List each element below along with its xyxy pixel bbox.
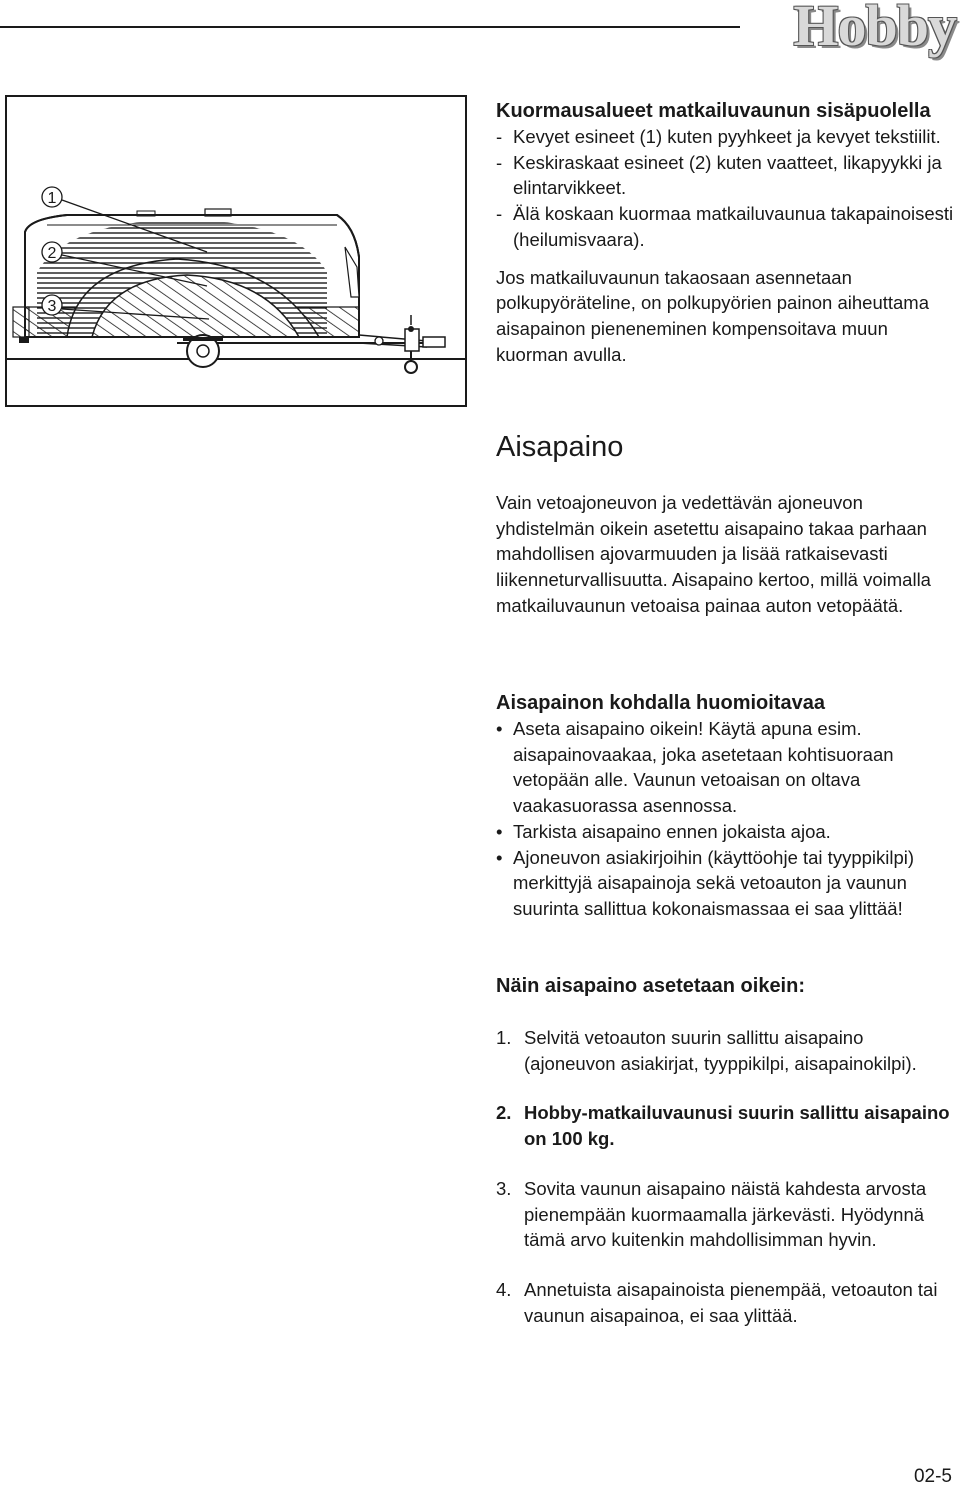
bike-rack-note: Jos matkailuvaunun takaosaan asennetaan polkupyöräteline, on polkupyörien painon aiheuttama aisapainon pieneneminen kompensoitava muun kuorman avulla. <box>496 266 929 365</box>
aisapaino-intro: Vain vetoajoneuvon ja vedettävän ajoneuvon yhdistelmän oikein asetettu aisapaino takaa parhaan mahdollisen ajovarmuuden ja lisää ratkaisevasti liikenneturvallisuutta. Aisapaino kertoo, millä voimalla matkailuvaunun vetoaisa painaa auton vetopäätä. <box>496 492 931 616</box>
aisapaino-heading: Aisapaino <box>496 431 624 463</box>
list-item: • Aseta aisapaino oikein! Käytä apuna esim. aisapainovaakaa, joka asetetaan kohtisuoraan vetopään alle. Vaunun vetoaisan on oltava vaakasuorassa asennossa. <box>496 718 894 817</box>
howto-title: Näin aisapaino asetetaan oikein: <box>496 975 805 997</box>
rear-bumper <box>19 337 29 343</box>
load-zones-list <box>496 124 956 253</box>
step-item: 4. Annetuista aisapainoista pienempää, vetoauton tai vaunun aisapainoa, ei saa ylittää. <box>496 1278 938 1326</box>
list-item: • Tarkista aisapaino ennen jokaista ajoa. <box>496 820 831 842</box>
load-zones-title: Kuormausalueet matkailuvaunun sisäpuolella <box>496 100 931 122</box>
list-item: - Keskiraskaat esineet (2) kuten vaatteet, likapyykki ja elintarvikkeet. <box>496 151 942 199</box>
callout-1-label: 1 <box>47 190 57 207</box>
howto-steps <box>496 1025 956 1328</box>
notice-list <box>496 716 956 922</box>
callout-3-label: 3 <box>47 298 57 315</box>
step-item: 2. Hobby-matkailuvaunusi suurin sallittu aisapaino on 100 kg. <box>496 1102 950 1150</box>
notice-title: Aisapainon kohdalla huomioitavaa <box>496 692 825 714</box>
step-item: 3. Sovita vaunun aisapaino näistä kahdesta arvosta pienempään kuormaamalla järkevästi. Hyödynnä tämä arvo kuitenkin mahdollisimman hyvin. <box>496 1177 927 1251</box>
page-number: 02-5 <box>913 1466 952 1487</box>
wheel <box>183 335 223 367</box>
list-item: - Älä koskaan kuormaa matkailuvaunua takapainoisesti (heilumisvaara). <box>496 203 954 250</box>
aisapaino-section <box>496 430 956 619</box>
hobby-logo: Hobby <box>793 0 956 58</box>
caravan-load-zones-figure <box>5 95 467 407</box>
header-rule <box>0 26 740 28</box>
caravan-illustration <box>7 97 465 405</box>
list-item: - Kevyet esineet (1) kuten pyyhkeet ja kevyet tekstiilit. <box>496 126 941 147</box>
step-item: 1. Selvitä vetoauton suurin sallittu aisapaino (ajoneuvon asiakirjat, tyyppikilpi, aisapainokilpi). <box>496 1027 917 1074</box>
callout-2-label: 2 <box>47 245 57 262</box>
load-zones-section <box>496 98 956 367</box>
list-item: • Ajoneuvon asiakirjoihin (käyttöohje tai tyyppikilpi) merkittyjä aisapainoja sekä vetoauton ja vaunun suurinta sallittua kokonaismassaa ei saa ylittää! <box>496 846 915 919</box>
howto-section <box>496 973 956 1328</box>
notice-section <box>496 690 956 922</box>
